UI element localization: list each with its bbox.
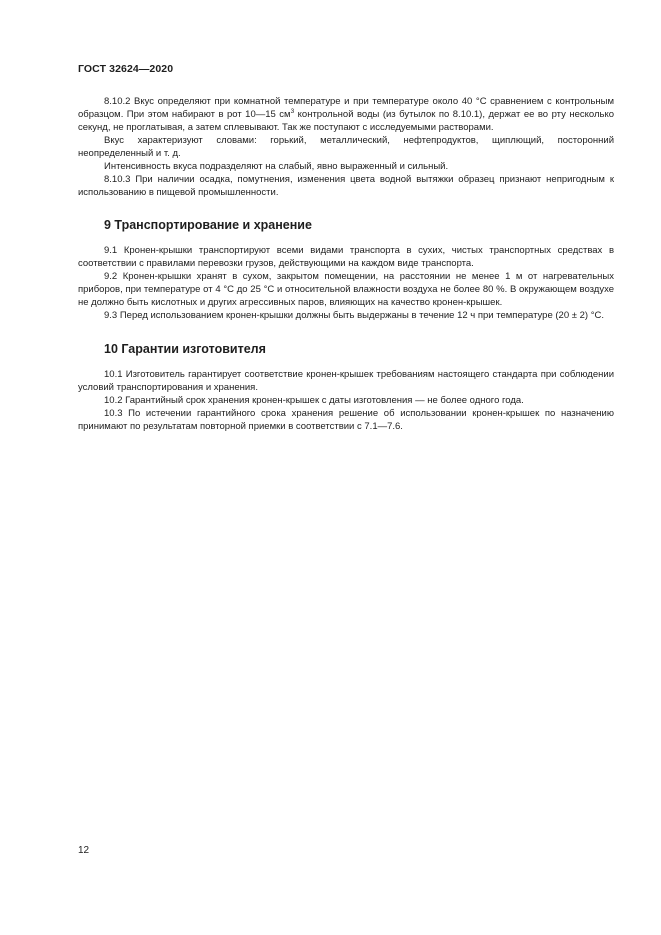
- paragraph-10-3: 10.3 По истечении гарантийного срока хранения решение об использовании кронен-крышек по назначению принимают по результатам повторной приемки в соответствии с 7.1—7.6.: [78, 408, 614, 432]
- section-9-heading: 9 Транспортирование и хранение: [104, 218, 312, 232]
- paragraph-8-10-2-text-b: контрольной воды (из бутылок по 8.10.1), держат ее во рту несколько секунд, не проглатывая, а затем сплевывают. Так же поступают с исследуемыми растворами.: [78, 109, 614, 133]
- paragraph-9-2: 9.2 Кронен-крышки хранят в сухом, закрытом помещении, на расстоянии не менее 1 м от нагревательных приборов, при температуре от 4 °С до 25 °С и относительной влажности воздуха не более 80 %. В окружающем воздухе не должно быть кислотных и других агрессивных паров, влияющих на качество кронен-крышек.: [78, 271, 614, 308]
- paragraph-taste-words: Вкус характеризуют словами: горький, металлический, нефтепродуктов, щиплющий, посторонний неопределенный и т. д.: [78, 135, 614, 159]
- page-number: 12: [78, 845, 90, 856]
- paragraph-taste-intensity: Интенсивность вкуса подразделяют на слабый, явно выраженный и сильный.: [104, 161, 449, 172]
- paragraph-9-3: 9.3 Перед использованием кронен-крышки должны быть выдержаны в течение 12 ч при температуре (20 ± 2) °С.: [104, 310, 604, 321]
- paragraph-9-1: 9.1 Кронен-крышки транспортируют всеми видами транспорта в сухих, чистых транспортных средствах в соответствии с правилами перевозки грузов, действующими на каждом виде транспорта.: [78, 245, 614, 269]
- page-content: [78, 95, 614, 433]
- section-10-heading: 10 Гарантии изготовителя: [104, 342, 266, 356]
- paragraph-8-10-2: [78, 95, 614, 134]
- paragraph-10-1: 10.1 Изготовитель гарантирует соответствие кронен-крышек требованиям настоящего стандарта при соблюдении условий транспортирования и хранения.: [78, 369, 614, 393]
- paragraph-8-10-3: 8.10.3 При наличии осадка, помутнения, изменения цвета водной вытяжки образец признают непригодным к использованию в пищевой промышленности.: [78, 174, 614, 198]
- paragraph-8-10-2-text-a: 8.10.2 Вкус определяют при комнатной температуре и при температуре около 40 °С сравнением с контрольным образцом. При этом набирают в рот 10—15 см: [78, 96, 614, 120]
- paragraph-10-2: 10.2 Гарантийный срок хранения кронен-крышек с даты изготовления — не более одного года.: [104, 395, 524, 406]
- document-header: ГОСТ 32624—2020: [78, 63, 174, 75]
- superscript-3: 3: [290, 108, 295, 115]
